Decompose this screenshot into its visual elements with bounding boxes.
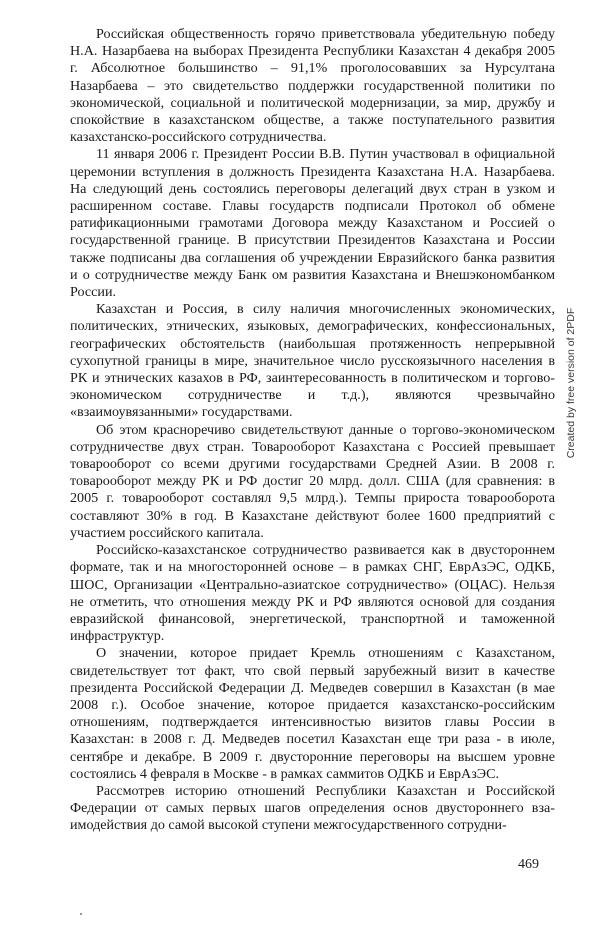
paragraph-3: Казахстан и Россия, в силу наличия многочисленных экономических, политических, этнических, языковых, демографических, конфессиональных, географических обстоятельств (наибольшая протяженность непрерывной сухопутной границы в мире, значительное число русскоязычного населения в РК и этнических казахов в РФ, заинтересованность в политическом и торгово-экономическом сотрудничестве и т.д.), являются чрезвычайно «взаимоувязанными» государствами. (70, 301, 555, 421)
paragraph-1: Российская общественность горячо приветствовала убедительную победу Н.А. Назарбаева на выборах Президента Республики Казахстан 4 декабря 2005 г. Абсолютное большинство – 91,1% проголосовавших за Нурсултана Назарбаева – это свидетельство поддержки государственной политики по экономической, социальной и политической модернизации, за мир, дружбу и спокойствие в казахстанском обществе, а также поступательного развития казахстанско-российского сотрудничества. (70, 26, 555, 146)
body-text (70, 26, 555, 835)
page-number: 469 (518, 857, 539, 872)
paragraph-7: Рассмотрев историю отношений Республики Казахстан и Российской Федерации от самых первых шагов определения основ двустороннего взаимодействия до самой высокой ступени межгосударственного сотрудни- (70, 782, 555, 834)
paragraph-4: Об этом красноречиво свидетельствуют данные о торгово-экономическом сотрудничестве двух стран. Товарооборот Казахстана с Россией превышает товарооборот со всеми другими государствами Средней Азии. В 2008 г. товарооборот между РК и РФ достиг 20 млрд. долл. США (для сравнения: в 2005 г. товарооборот составлял 9,5 млрд.). Темпы прироста товарооборота составляют 30% в год. В Казахстане действуют более 1600 предприятий с участием российского капитала. (70, 421, 555, 541)
paragraph-5: Российско-казахстанское сотрудничество развивается как в двустороннем формате, так и на многосторонней основе – в рамках СНГ, ЕврАзЭС, ОДКБ, ШОС, Организации «Центрально-азиатское сотрудничество» (ОЦАС). Нельзя не отметить, что отношения между РК и РФ являются основой для создания евразийской финансовой, энергетической, транспортной и таможенной инфраструктур. (70, 542, 555, 645)
scan-speck (80, 913, 82, 915)
watermark-text: Created by free version of 2PDF (565, 307, 577, 459)
paragraph-2: 11 января 2006 г. Президент России В.В. Путин участвовал в официальной церемонии вступления в должность Президента Казахстана Н.А. Назарбаева. На следующий день состоялись переговоры делегаций двух стран в узком и расширенном составе. Главы государств подписали Протокол об обмене ратификационными грамотами Договора между Казахстаном и Россией о государственной границе. В присутствии Президентов Казахстана и России также подписаны два соглашения об учреждении Евразийского банка развития и о сотрудничестве между Банк ом развития Казахстана и Внешэкономбанком России. (70, 146, 555, 301)
paragraph-6: О значении, которое придает Кремль отношениям с Казахстаном, свидетельствует тот факт, что свой первый зарубежный визит в качестве президента Российской Федерации Д. Медведев совершил в Казахстан (в мае 2008 г.). Особое значение, которое придается казахстанско-российским отношениям, подтверждается интенсивностью визитов главы России в Казахстан: в 2008 г. Д. Медведев посетил Казахстан еще три раза - в июле, сентябре и декабре. В 2009 г. двусторонние переговоры на высшем уровне состоялись 4 февраля в Москве - в рамках саммитов ОДКБ и ЕврАзЭС. (70, 645, 555, 782)
